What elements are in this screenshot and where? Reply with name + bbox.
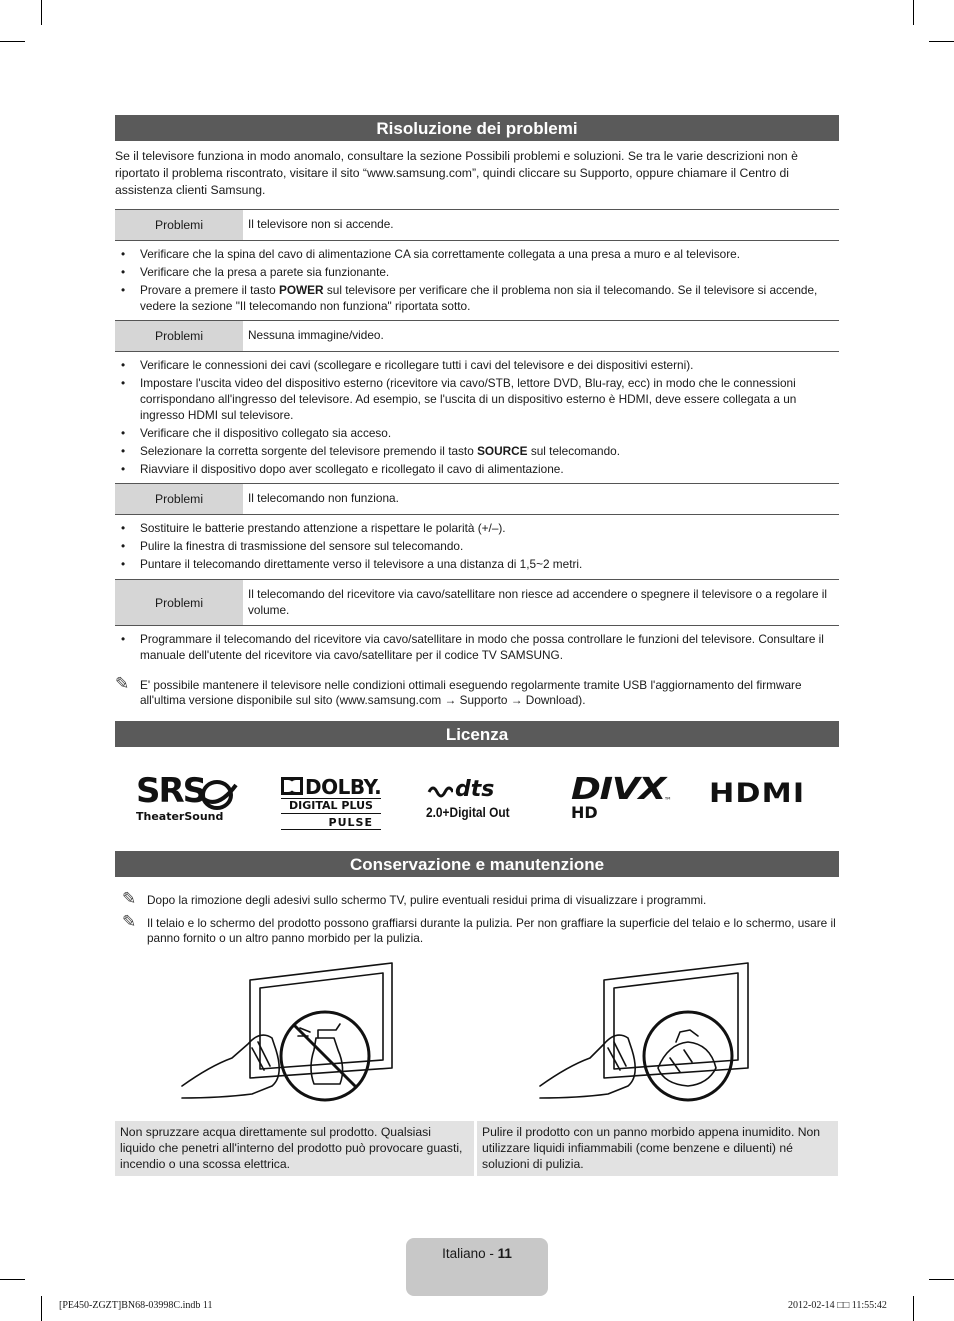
key-name: SOURCE xyxy=(477,444,528,458)
crop-mark xyxy=(0,1279,25,1280)
problem-row xyxy=(115,209,839,241)
caption-soft-cloth: Pulire il prodotto con un panno morbido appena inumidito. Non utilizzare liquidi infiammabili (come benzene e diluenti) né soluzioni di pulizia. xyxy=(477,1121,838,1176)
illustration-no-spray xyxy=(180,958,400,1108)
dolby-wordmark: DOLBY. xyxy=(305,775,382,799)
dts-logo xyxy=(425,777,530,825)
srs-circle-icon xyxy=(200,779,238,811)
caption-no-spray: Non spruzzare acqua direttamente sul prodotto. Qualsiasi liquido che penetri all'interno del prodotto può provocare guasti, incendio o una scossa elettrica. xyxy=(115,1121,474,1176)
dts-subtitle: 2.0+Digital Out xyxy=(426,804,510,820)
problem-label: Problemi xyxy=(115,484,243,514)
problem-issue: Il telecomando non funziona. xyxy=(248,491,399,505)
solution-item: • Programmare il telecomando del ricevitore via cavo/satellitare in modo che possa controllare le funzioni del televisore. Consultare il manuale dell'utente del ricevitore via cavo/satellitare per il codice TV SAMSUNG. xyxy=(115,631,839,663)
hand-with-cloth-icon xyxy=(182,1035,279,1098)
solution-list xyxy=(115,631,839,665)
crop-mark xyxy=(913,1296,914,1321)
solution-item: • Verificare che la presa a parete sia funzionante. xyxy=(115,264,839,280)
care-note xyxy=(122,889,839,908)
pencil-note-icon: ✎ xyxy=(122,889,137,908)
dolby-pulse: PULSE xyxy=(281,816,381,830)
section-header-license: Licenza xyxy=(115,721,839,747)
divx-trademark: ™ xyxy=(664,796,672,805)
problem-issue: Il televisore non si accende. xyxy=(248,217,394,231)
divx-wordmark: DIVX xyxy=(571,772,666,807)
solution-item: • Riavviare il dispositivo dopo aver scollegato e ricollegato il cavo di alimentazione. xyxy=(115,461,839,477)
key-name: POWER xyxy=(279,283,324,297)
hdmi-logo xyxy=(709,778,823,812)
crop-mark xyxy=(913,0,914,25)
footer-page-number: 11 xyxy=(497,1246,512,1261)
solution-item: • Impostare l'uscita video del dispositivo esterno (ricevitore via cavo/STB, lettore DVD, Blu-ray, ecc) in modo che le connessioni corrispondano all'ingresso del televisore. Ad esempio, se l'uscita di un dispositivo esterno è HDMI, deve essere collegata a un ingresso HDMI sul televisore. xyxy=(115,375,839,423)
crop-mark xyxy=(41,1296,42,1321)
solution-item: • Verificare le connessioni dei cavi (scollegare e ricollegare tutti i cavi del televisore e dei dispositivi esterni). xyxy=(115,357,839,373)
section-header-care: Conservazione e manutenzione xyxy=(115,851,839,877)
solution-item: • Pulire la finestra di trasmissione del sensore sul telecomando. xyxy=(115,538,839,554)
solution-list xyxy=(115,246,839,316)
dolby-digital-plus: DIGITAL PLUS xyxy=(281,798,381,814)
crop-mark xyxy=(929,41,954,42)
firmware-note-text: E' possibile mantenere il televisore nelle condizioni ottimali eseguendo regolarmente tramite USB l'aggiornamento del firmware all'ultima versione disponibile sul sito (www.samsung.com → Supporto → Download). xyxy=(140,678,802,707)
problem-row xyxy=(115,320,839,352)
solution-list xyxy=(115,357,839,479)
imprint-date: 2012-02-14 □□ 11:55:42 xyxy=(788,1300,887,1311)
srs-subtitle: TheaterSound xyxy=(136,810,224,823)
crop-mark xyxy=(41,0,42,25)
srs-wordmark: SRS xyxy=(136,771,206,811)
dts-wave-icon xyxy=(427,783,453,801)
footer-language: Italiano - xyxy=(442,1246,498,1261)
crop-mark xyxy=(0,41,25,42)
problem-issue: Nessuna immagine/video. xyxy=(248,328,384,342)
section-header-troubleshooting: Risoluzione dei problemi xyxy=(115,115,839,141)
care-note-text: Il telaio e lo schermo del prodotto possono graffiarsi durante la pulizia. Per non graffiare la superficie del telaio e lo schermo, usare il panno fornito o un altro panno morbido per la pulizia. xyxy=(147,916,836,945)
solution-item: • Selezionare la corretta sorgente del televisore premendo il tasto SOURCE sul telecomando. xyxy=(115,443,839,459)
crop-mark xyxy=(929,1279,954,1280)
imprint-file: [PE450-ZGZT]BN68-03998C.indb 11 xyxy=(59,1300,213,1311)
hdmi-wordmark: HDMI xyxy=(709,778,806,809)
care-note-text: Dopo la rimozione degli adesivi sullo schermo TV, pulire eventuali residui prima di visualizzare i programmi. xyxy=(147,893,707,907)
solution-item: • Verificare che la spina del cavo di alimentazione CA sia correttamente collegata a una presa a muro e al televisore. xyxy=(115,246,839,262)
solution-item: • Provare a premere il tasto POWER sul televisore per verificare che il problema non sia il telecomando. Se il televisore si accende, vedere la sezione "Il telecomando non funziona" riportata sotto. xyxy=(115,282,839,314)
problem-label: Problemi xyxy=(115,210,243,240)
problem-row xyxy=(115,483,839,515)
page-number-tab xyxy=(406,1238,548,1296)
pencil-note-icon: ✎ xyxy=(115,674,130,693)
problem-row xyxy=(115,579,839,626)
solution-item: • Sostituire le batterie prestando attenzione a rispettare le polarità (+/–). xyxy=(115,520,839,536)
solution-list xyxy=(115,520,839,574)
hand-with-cloth-icon xyxy=(540,1035,635,1098)
solution-item: • Puntare il telecomando direttamente verso il televisore a una distanza di 1,5~2 metri. xyxy=(115,556,839,572)
problem-label: Problemi xyxy=(115,580,243,625)
srs-logo xyxy=(134,771,244,827)
illustration-soft-cloth xyxy=(538,958,758,1108)
dts-wordmark: dts xyxy=(455,777,495,802)
problem-issue: Il telecomando del ricevitore via cavo/satellitare non riesce ad accendere o spegnere il televisore o a regolare il volume. xyxy=(248,587,828,617)
firmware-note xyxy=(115,674,839,708)
care-note xyxy=(122,912,839,946)
problem-label: Problemi xyxy=(115,321,243,351)
intro-paragraph: Se il televisore funziona in modo anomalo, consultare la sezione Possibili problemi e soluzioni. Se tra le varie descrizioni non è riportato il problema riscontrato, visitare il sito “www.samsung.com”, quindi cliccare su Supporto, oppure chiamare il Centro di assistenza clienti Samsung. xyxy=(115,149,798,197)
divx-hd-label: HD xyxy=(571,803,598,822)
pencil-note-icon: ✎ xyxy=(122,912,137,931)
dolby-double-d-icon xyxy=(281,777,303,795)
divx-logo xyxy=(571,772,675,823)
solution-item: • Verificare che il dispositivo collegato sia acceso. xyxy=(115,425,839,441)
dolby-logo xyxy=(281,777,383,829)
